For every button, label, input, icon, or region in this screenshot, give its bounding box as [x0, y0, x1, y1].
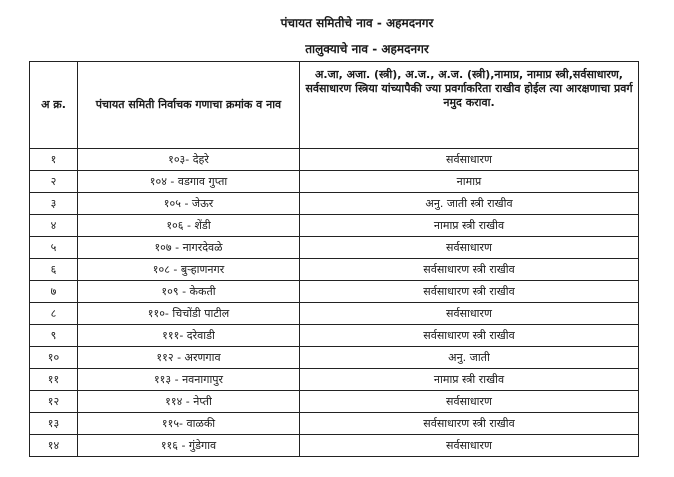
category-cell: अनु. जाती — [300, 347, 639, 369]
serial-cell: १४ — [30, 435, 78, 457]
table-row — [30, 303, 639, 325]
category-cell: सर्वसाधारण — [300, 435, 639, 457]
serial-cell: ५ — [30, 237, 78, 259]
table-row — [30, 325, 639, 347]
table-row — [30, 171, 639, 193]
table-row — [30, 435, 639, 457]
category-cell: सर्वसाधारण — [300, 149, 639, 171]
gan-cell: १०६ - शेंडी — [78, 215, 300, 237]
header-serial-no: अ क्र. — [30, 62, 78, 149]
table-row — [30, 215, 639, 237]
gan-cell: ११०- चिचोंडी पाटील — [78, 303, 300, 325]
category-cell: नामाप्र स्त्री राखीव — [300, 369, 639, 391]
serial-cell: २ — [30, 171, 78, 193]
table-row — [30, 347, 639, 369]
serial-cell: १२ — [30, 391, 78, 413]
category-cell: सर्वसाधारण स्त्री राखीव — [300, 413, 639, 435]
gan-cell: ११४ - नेप्ती — [78, 391, 300, 413]
reservation-table — [29, 61, 639, 457]
serial-cell: ११ — [30, 369, 78, 391]
serial-cell: ७ — [30, 281, 78, 303]
category-cell: सर्वसाधारण स्त्री राखीव — [300, 259, 639, 281]
gan-cell: १०३- देहरे — [78, 149, 300, 171]
gan-cell: ११६ - गुंडेगाव — [78, 435, 300, 457]
table-row — [30, 149, 639, 171]
gan-cell: ११३ - नवनागापुर — [78, 369, 300, 391]
category-cell: सर्वसाधारण — [300, 303, 639, 325]
category-cell: सर्वसाधारण — [300, 237, 639, 259]
table-row — [30, 281, 639, 303]
category-cell: नामाप्र — [300, 171, 639, 193]
gan-cell: १०७ - नागरदेवळे — [78, 237, 300, 259]
header-gan-name: पंचायत समिती निर्वाचक गणाचा क्रमांक व नाव — [78, 62, 300, 149]
category-cell: सर्वसाधारण — [300, 391, 639, 413]
table-row — [30, 391, 639, 413]
table-header-row — [30, 62, 639, 149]
serial-cell: ६ — [30, 259, 78, 281]
serial-cell: ८ — [30, 303, 78, 325]
category-cell: सर्वसाधारण स्त्री राखीव — [300, 325, 639, 347]
gan-cell: ११५- वाळकी — [78, 413, 300, 435]
table-row — [30, 369, 639, 391]
gan-cell: १११- दरेवाडी — [78, 325, 300, 347]
gan-cell: ११२ - अरणगाव — [78, 347, 300, 369]
table-row — [30, 237, 639, 259]
table-row — [30, 193, 639, 215]
serial-cell: १ — [30, 149, 78, 171]
table-row — [30, 259, 639, 281]
table-row — [30, 413, 639, 435]
serial-cell: ९ — [30, 325, 78, 347]
category-cell: नामाप्र स्त्री राखीव — [300, 215, 639, 237]
serial-cell: १० — [30, 347, 78, 369]
gan-cell: १०४ - वडगाव गुप्ता — [78, 171, 300, 193]
header-reservation-category: अ.जा, अजा. (स्त्री), अ.ज., अ.ज. (स्त्री),नामाप्र, नामाप्र स्त्री,सर्वसाधारण, सर्वसाधारण स्त्रिया यांच्यापैकी ज्या प्रवर्गाकरिता राखीव होईल त्या आरक्षणाचा प्रवर्ग नमुद करावा. — [300, 62, 639, 149]
gan-cell: १०५ - जेऊर — [78, 193, 300, 215]
taluka-title: तालुक्याचे नाव - अहमदनगर — [305, 42, 429, 56]
gan-cell: १०९ - केकती — [78, 281, 300, 303]
gan-cell: १०८ - बुऱ्हाणनगर — [78, 259, 300, 281]
panchayat-samiti-title: पंचायत समितीचे नाव - अहमदनगर — [280, 16, 434, 30]
category-cell: सर्वसाधारण स्त्री राखीव — [300, 281, 639, 303]
serial-cell: ३ — [30, 193, 78, 215]
serial-cell: ४ — [30, 215, 78, 237]
serial-cell: १३ — [30, 413, 78, 435]
category-cell: अनु. जाती स्त्री राखीव — [300, 193, 639, 215]
